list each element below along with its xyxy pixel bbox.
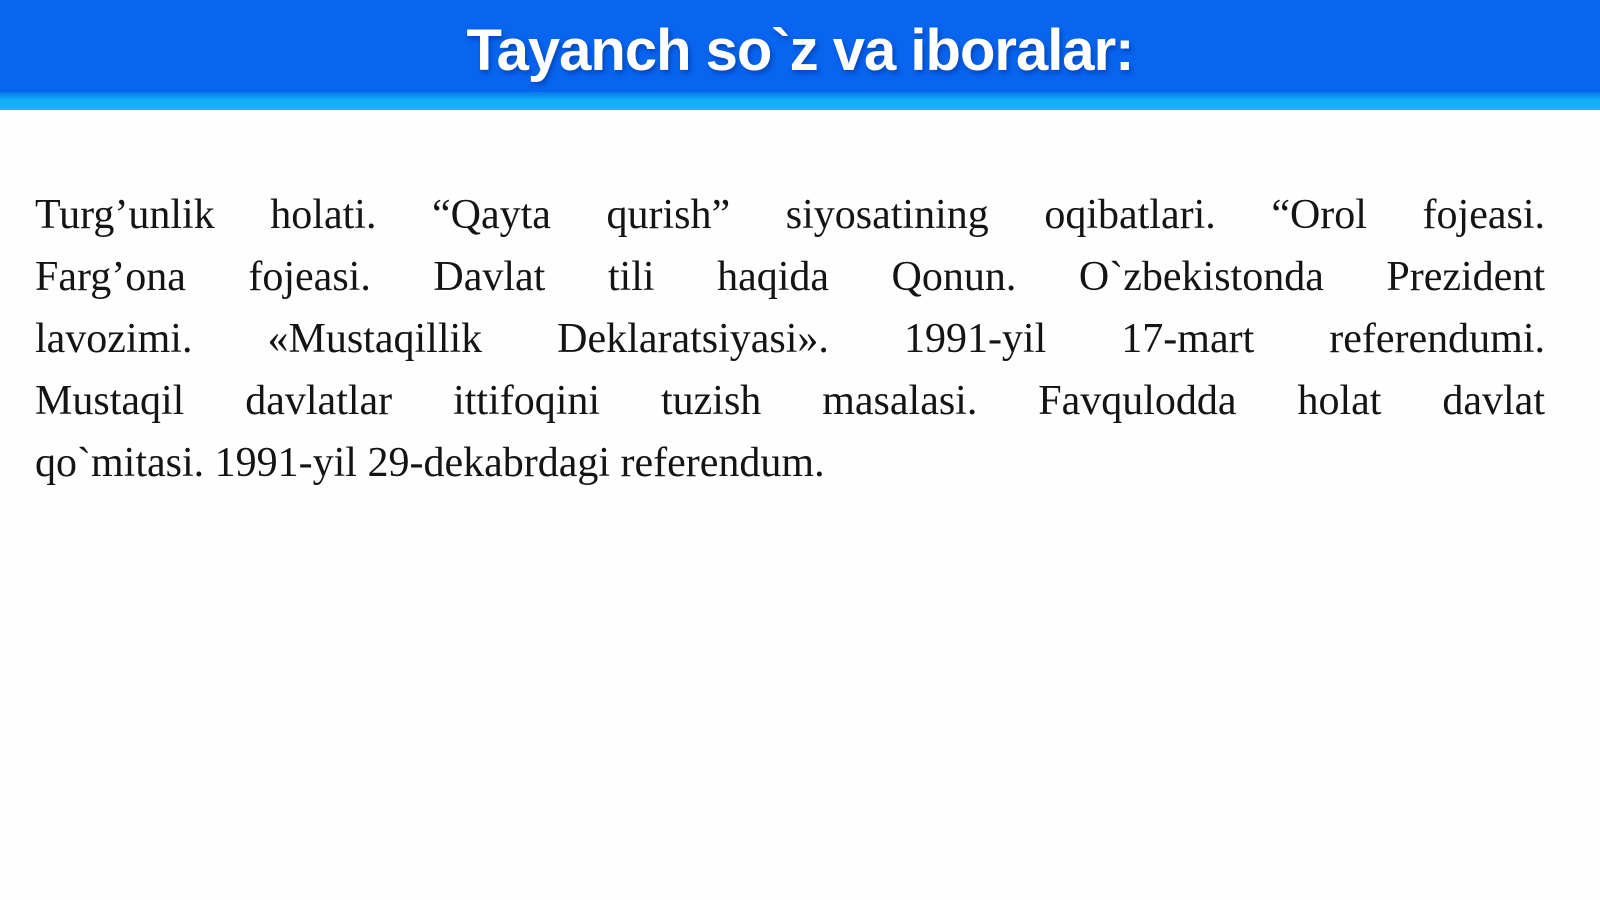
body-text-line: Farg’ona fojeasi. Davlat tili haqida Qonun. O`zbekistonda Prezident: [35, 254, 1545, 300]
body-text-line: qo`mitasi. 1991-yil 29-dekabrdagi referendum.: [35, 440, 825, 486]
slide-title: Tayanch so`z va iboralar:: [466, 17, 1134, 83]
body-text-line: Mustaqil davlatlar ittifoqini tuzish masalasi. Favqulodda holat davlat: [35, 378, 1545, 424]
slide-header: [0, 0, 1600, 92]
body-text-line: Turg’unlik holati. “Qayta qurish” siyosatining oqibatlari. “Orol fojeasi.: [35, 192, 1545, 238]
body-text-line: lavozimi. «Mustaqillik Deklaratsiyasi». 1991-yil 17-mart referendumi.: [35, 316, 1545, 362]
slide-body: [0, 110, 1600, 494]
header-accent-stripe: [0, 92, 1600, 110]
